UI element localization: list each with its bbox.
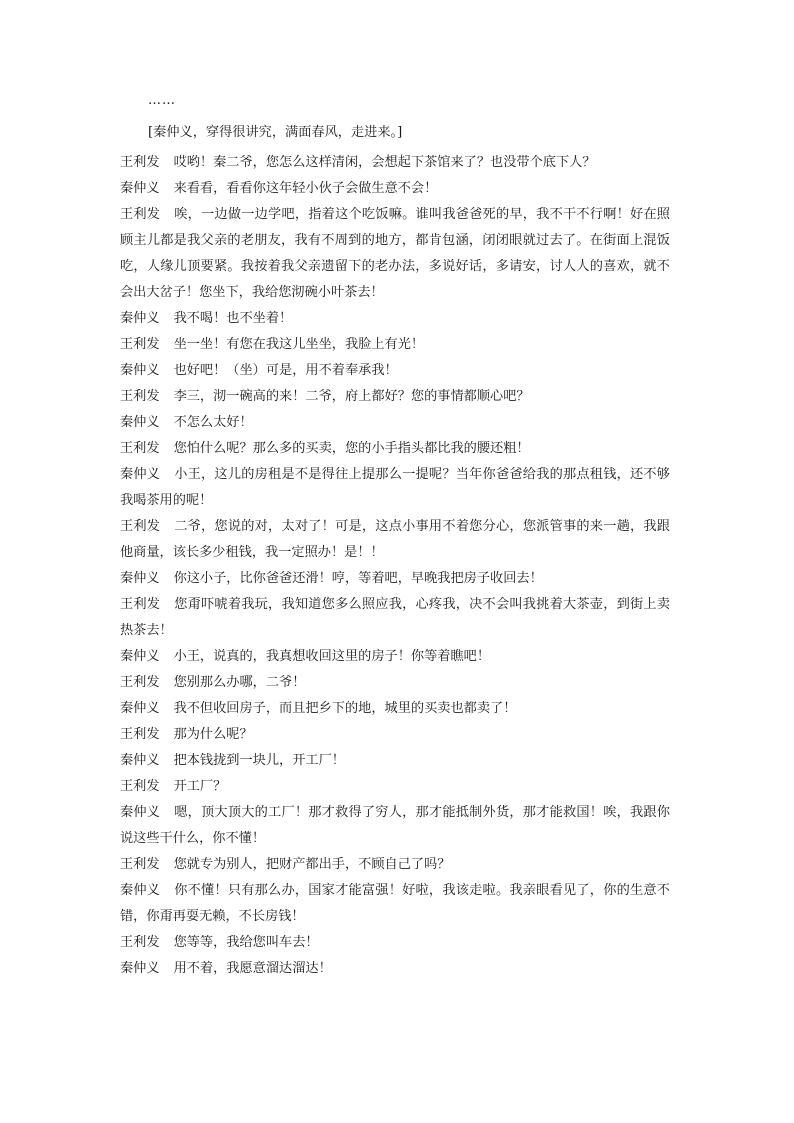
- line-text: 不怎么太好！: [173, 415, 253, 430]
- dialogue-line: [120, 722, 670, 748]
- speaker-name: 王利发: [120, 727, 160, 742]
- dialogue-line: [120, 852, 670, 878]
- line-text: 您甭吓唬着我玩，我知道您多么照应我，心疼我，决不会叫我挑着大茶壶，到街上卖热茶去！: [120, 597, 670, 638]
- line-text: 来看看，看看你这年轻小伙子会做生意不会！: [173, 181, 438, 196]
- dialogue-line: [120, 644, 670, 670]
- dialogue-line: [120, 592, 670, 644]
- ellipsis: ……: [148, 93, 176, 108]
- line-text: 小王，说真的，我真想收回这里的房子！你等着瞧吧！: [173, 649, 491, 664]
- dialogue-line: [120, 748, 670, 774]
- speaker-name: 秦仲义: [120, 415, 160, 430]
- dialogue-line: [120, 332, 670, 358]
- dialogue-line: [120, 800, 670, 852]
- line-text: 把本钱拢到一块儿，开工厂！: [173, 753, 345, 768]
- speaker-name: 王利发: [120, 597, 161, 612]
- dialogue-line: [120, 150, 670, 176]
- line-text: 开工厂？: [173, 779, 227, 794]
- line-text: 那为什么呢？: [173, 727, 253, 742]
- speaker-name: 秦仲义: [120, 961, 160, 976]
- dialogue-line: [120, 878, 670, 930]
- dialogue-line: [120, 358, 670, 384]
- speaker-name: 王利发: [120, 519, 161, 534]
- line-text: 您怕什么呢？那么多的买卖，您的小手指头都比我的腰还粗！: [173, 441, 530, 456]
- speaker-name: 秦仲义: [120, 883, 161, 898]
- dialogue-line: [120, 670, 670, 696]
- dialogue-line: [120, 410, 670, 436]
- dialogue-list: [120, 150, 670, 982]
- speaker-name: 秦仲义: [120, 181, 160, 196]
- line-text: 二爷，您说的对，太对了！可是，这点小事用不着您分心，您派管事的来一趟，我跟他商量，该长多少租钱，我一定照办！是！！: [120, 519, 670, 560]
- speaker-name: 秦仲义: [120, 571, 160, 586]
- dialogue-line: [120, 462, 670, 514]
- speaker-name: 秦仲义: [120, 701, 160, 716]
- speaker-name: 王利发: [120, 857, 160, 872]
- line-text: 我不但收回房子，而且把乡下的地，城里的买卖也都卖了！: [173, 701, 517, 716]
- dialogue-line: [120, 696, 670, 722]
- dialogue-line: [120, 956, 670, 982]
- speaker-name: 王利发: [120, 337, 160, 352]
- speaker-name: 王利发: [120, 675, 160, 690]
- line-text: 您别那么办哪，二爷！: [173, 675, 306, 690]
- speaker-name: 王利发: [120, 779, 160, 794]
- line-text: 也好吧！（坐）可是，用不着奉承我！: [173, 363, 398, 378]
- speaker-name: 秦仲义: [120, 467, 161, 482]
- speaker-name: 秦仲义: [120, 649, 160, 664]
- line-text: 坐一坐！有您在我这儿坐坐，我脸上有光！: [173, 337, 425, 352]
- dialogue-line: [120, 514, 670, 566]
- speaker-name: 王利发: [120, 935, 160, 950]
- line-text: 你不懂！只有那么办，国家才能富强！好啦，我该走啦。我亲眼看见了，你的生意不错，你甭再耍无赖，不长房钱！: [120, 883, 670, 924]
- line-text: 小王，这儿的房租是不是得往上提那么一提呢？当年你爸爸给我的那点租钱，还不够我喝茶用的呢！: [120, 467, 670, 508]
- line-text: 你这小子，比你爸爸还滑！哼，等着吧，早晚我把房子收回去！: [173, 571, 543, 586]
- speaker-name: 王利发: [120, 155, 160, 170]
- line-text: 唉，一边做一边学吧，指着这个吃饭嘛。谁叫我爸爸死的早，我不干不行啊！好在照顾主儿都是我父亲的老朋友，我有不周到的地方，都肯包涵，闭闭眼就过去了。在街面上混饭吃，人缘儿顶要紧。我按着我父亲遗留下的老办法，多说好话，多请安，讨人人的喜欢，就不会出大岔子！您坐下，我给您沏碗小叶茶去！: [120, 207, 670, 300]
- dialogue-line: [120, 930, 670, 956]
- dialogue-line: [120, 176, 670, 202]
- line-text: 用不着，我愿意溜达溜达！: [173, 961, 332, 976]
- stage-direction: [秦仲义，穿得很讲究，满面春风，走进来。]: [148, 125, 403, 140]
- line-text: 哎哟！秦二爷，您怎么这样清闲，会想起下茶馆来了？也没带个底下人？: [173, 155, 596, 170]
- dialogue-line: [120, 384, 670, 410]
- speaker-name: 秦仲义: [120, 363, 160, 378]
- speaker-name: 秦仲义: [120, 311, 160, 326]
- dialogue-line: [120, 566, 670, 592]
- line-text: 我不喝！也不坐着！: [173, 311, 293, 326]
- line-text: 您等等，我给您叫车去！: [173, 935, 319, 950]
- speaker-name: 秦仲义: [120, 753, 160, 768]
- line-text: 李三，沏一碗高的来！二爷，府上都好？您的事情都顺心吧？: [173, 389, 530, 404]
- speaker-name: 王利发: [120, 207, 161, 222]
- speaker-name: 秦仲义: [120, 805, 161, 820]
- line-text: 嗯，顶大顶大的工厂！那才救得了穷人，那才能抵制外货，那才能救国！唉，我跟你说这些干什么，你不懂！: [120, 805, 670, 846]
- line-text: 您就专为别人，把财产都出手，不顾自己了吗？: [173, 857, 451, 872]
- speaker-name: 王利发: [120, 441, 160, 456]
- dialogue-line: [120, 436, 670, 462]
- speaker-name: 王利发: [120, 389, 160, 404]
- dialogue-line: [120, 306, 670, 332]
- dialogue-line: [120, 774, 670, 800]
- dialogue-line: [120, 202, 670, 306]
